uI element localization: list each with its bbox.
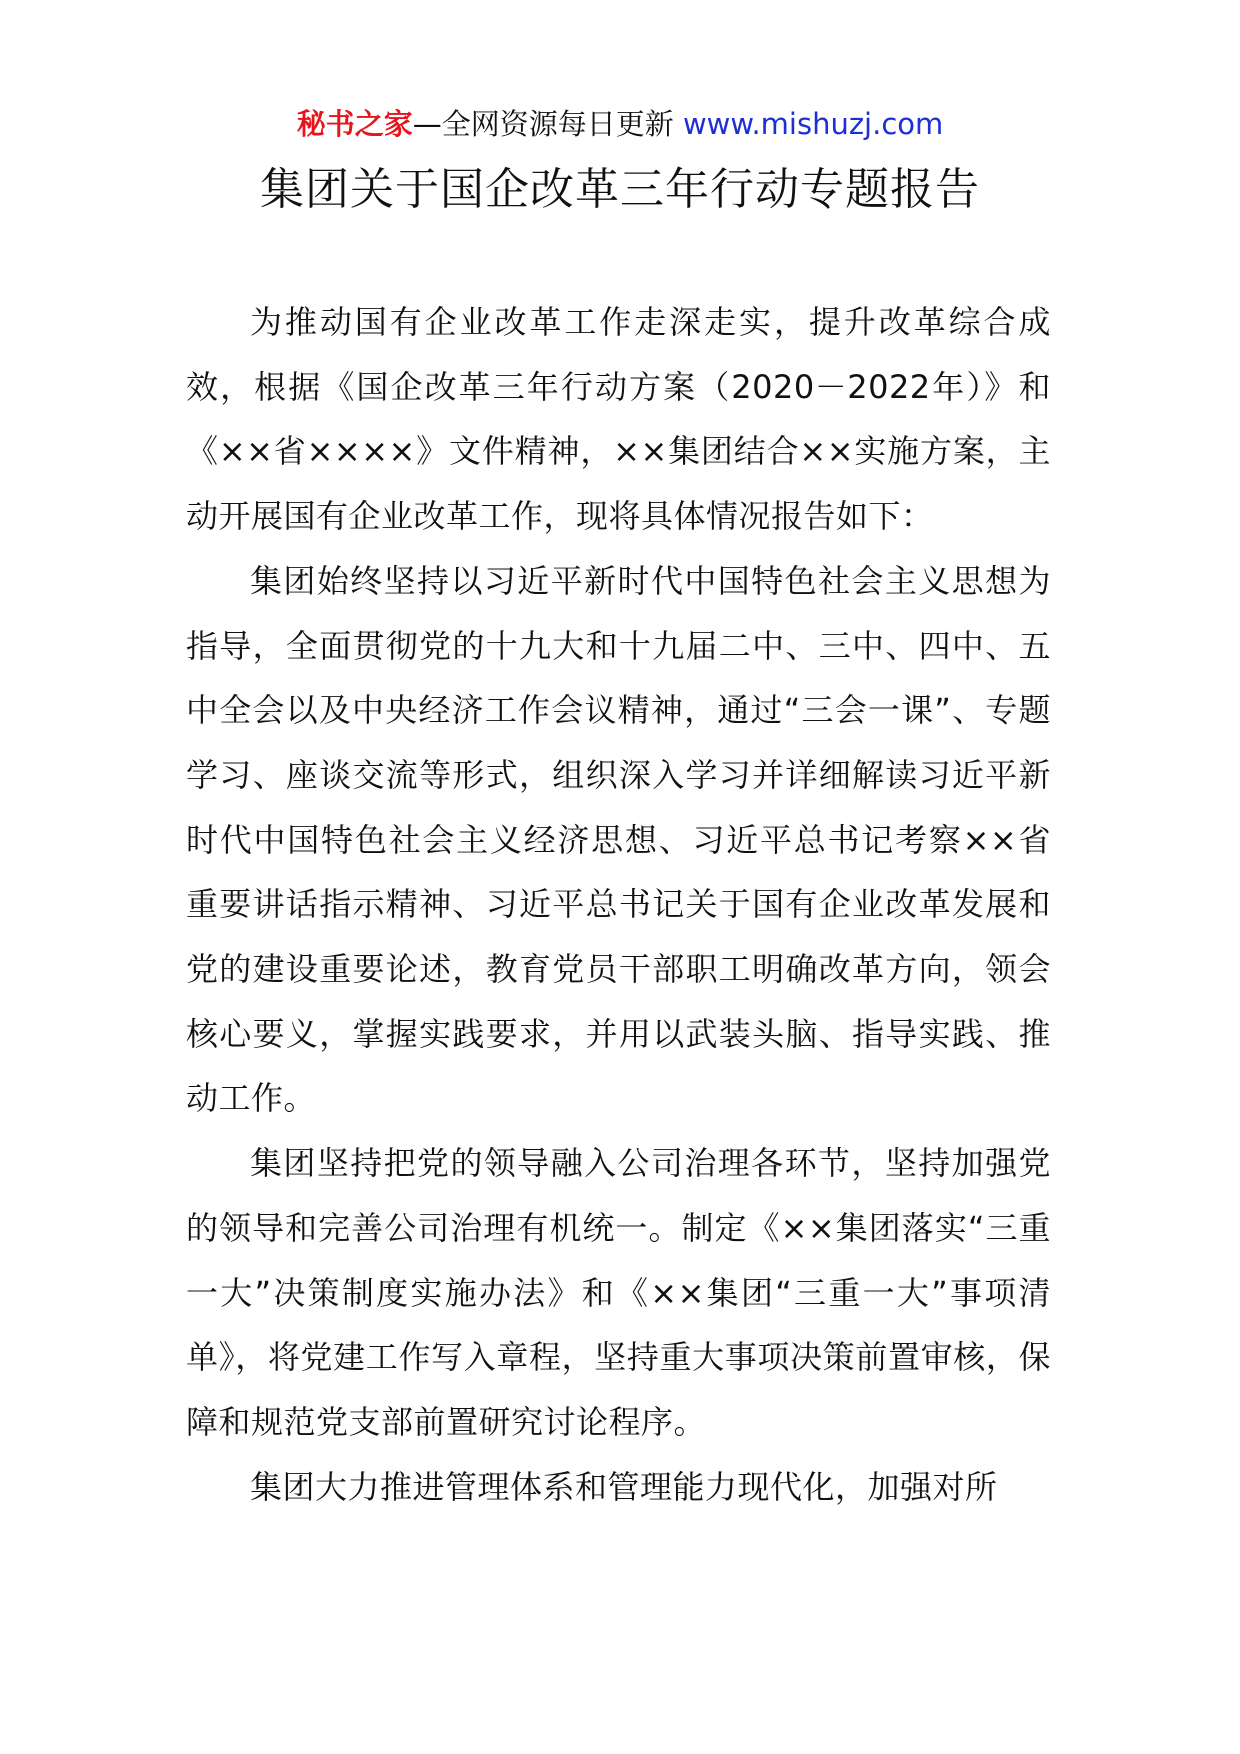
site-brand: 秘书之家 xyxy=(296,107,413,141)
paragraph-intro: 为推动国有企业改革工作走深走实，提升改革综合成效，根据《国企改革三年行动方案（2020－2022年）》和《××省××××》文件精神，××集团结合××实施方案，主动开展国有企业改革工作，现将具体情况报告如下： xyxy=(186,303,1051,536)
paragraph-governance: 集团坚持把党的领导融入公司治理各环节，坚持加强党的领导和完善公司治理有机统一。制定《××集团落实“三重一大”决策制度实施办法》和《××集团“三重一大”事项清单》，将党建工作写入章程，坚持重大事项决策前置审核，保障和规范党支部前置研究讨论程序。 xyxy=(186,1144,1051,1441)
site-url-link[interactable]: www.mishuzj.com xyxy=(682,107,944,141)
paragraph-study: 集团始终坚持以习近平新时代中国特色社会主义思想为指导，全面贯彻党的十九大和十九届二中、三中、四中、五中全会以及中央经济工作会议精神，通过“三会一课”、专题学习、座谈交流等形式，组织深入学习并详细解读习近平新时代中国特色社会主义经济思想、习近平总书记考察××省重要讲话指示精神、习近平总书记关于国有企业改革发展和党的建设重要论述，教育党员干部职工明确改革方向，领会核心要义，掌握实践要求，并用以武装头脑、指导实践、推动工作。 xyxy=(186,561,1051,1118)
document-body xyxy=(186,290,1051,1519)
site-banner xyxy=(0,104,1240,144)
document-title: 集团关于国企改革三年行动专题报告 xyxy=(260,164,980,215)
site-slogan: —全网资源每日更新 xyxy=(412,107,683,141)
paragraph-management: 集团大力推进管理体系和管理能力现代化，加强对所 xyxy=(250,1467,998,1506)
